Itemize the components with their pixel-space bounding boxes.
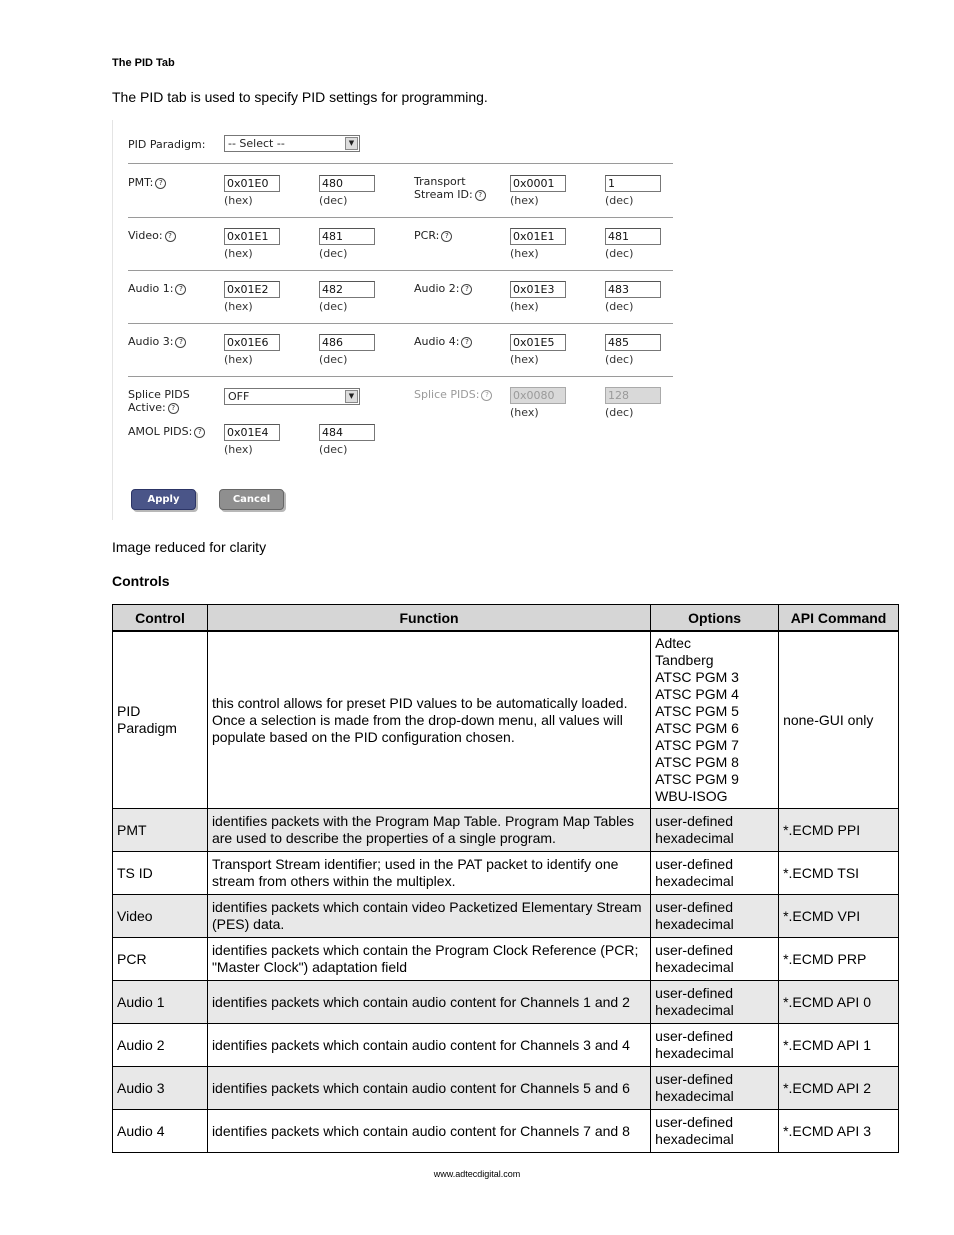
control-cell: Audio 1	[113, 981, 208, 1024]
dec-unit: (dec)	[319, 300, 348, 313]
apply-button[interactable]: Apply	[131, 489, 196, 510]
dec-unit: (dec)	[319, 194, 348, 207]
options-cell	[651, 938, 779, 981]
audio1-hex-input[interactable]: 0x01E2	[224, 281, 280, 298]
help-icon[interactable]: ?	[155, 178, 166, 189]
help-icon[interactable]: ?	[475, 190, 486, 201]
option-item: ATSC PGM 7	[655, 737, 739, 753]
audio3-dec-input[interactable]: 486	[319, 334, 375, 351]
control-cell: PID Paradigm	[113, 631, 208, 809]
option-item: hexadecimal	[655, 1131, 734, 1147]
options-cell	[651, 809, 779, 852]
pmt-dec-input[interactable]: 480	[319, 175, 375, 192]
column-header-options: Options	[651, 605, 779, 632]
hex-unit: (hex)	[224, 443, 253, 456]
dec-unit: (dec)	[605, 406, 634, 419]
audio3-label: Audio 3: ?	[128, 335, 186, 348]
pid-paradigm-label: PID Paradigm:	[128, 138, 206, 151]
audio2-dec-input[interactable]: 483	[605, 281, 661, 298]
audio1-dec-input[interactable]: 482	[319, 281, 375, 298]
control-cell: TS ID	[113, 852, 208, 895]
option-item: user-defined	[655, 813, 733, 829]
option-item: ATSC PGM 8	[655, 754, 739, 770]
video-label: Video: ?	[128, 229, 176, 242]
hex-unit: (hex)	[510, 353, 539, 366]
table-row	[113, 631, 899, 809]
function-cell: identifies packets which contain the Program Clock Reference (PCR; "Master Clock") adaptation field	[207, 938, 650, 981]
option-item: hexadecimal	[655, 959, 734, 975]
options-cell	[651, 1067, 779, 1110]
hex-unit: (hex)	[510, 194, 539, 207]
audio4-dec-input[interactable]: 485	[605, 334, 661, 351]
api-cell: *.ECMD PRP	[779, 938, 899, 981]
splice-active-select[interactable]	[224, 388, 360, 405]
hex-unit: (hex)	[224, 194, 253, 207]
video-hex-input[interactable]: 0x01E1	[224, 228, 280, 245]
intro-text: The PID tab is used to specify PID settings for programming.	[112, 89, 488, 105]
table-row	[113, 1067, 899, 1110]
divider	[128, 270, 673, 271]
function-cell: identifies packets which contain audio content for Channels 5 and 6	[207, 1067, 650, 1110]
amol-label: AMOL PIDS: ?	[128, 425, 205, 438]
control-cell: Audio 4	[113, 1110, 208, 1153]
video-dec-input[interactable]: 481	[319, 228, 375, 245]
hex-unit: (hex)	[510, 300, 539, 313]
amol-dec-input[interactable]: 484	[319, 424, 375, 441]
option-item: Adtec	[655, 635, 691, 651]
footer-url: www.adtecdigital.com	[433, 1169, 521, 1179]
option-item: user-defined	[655, 942, 733, 958]
hex-unit: (hex)	[224, 353, 253, 366]
option-item: user-defined	[655, 985, 733, 1001]
control-cell: PMT	[113, 809, 208, 852]
table-row	[113, 1024, 899, 1067]
option-item: Tandberg	[655, 652, 714, 668]
option-item: user-defined	[655, 899, 733, 915]
pid-paradigm-select[interactable]	[224, 135, 360, 152]
column-header-api-command: API Command	[779, 605, 899, 632]
option-item: hexadecimal	[655, 873, 734, 889]
dec-unit: (dec)	[319, 353, 348, 366]
help-icon: ?	[481, 390, 492, 401]
tsid-label: Transport Stream ID: ?	[414, 175, 486, 201]
dec-unit: (dec)	[319, 443, 348, 456]
audio3-hex-input[interactable]: 0x01E6	[224, 334, 280, 351]
audio2-hex-input[interactable]: 0x01E3	[510, 281, 566, 298]
api-cell: *.ECMD API 1	[779, 1024, 899, 1067]
chevron-down-icon: ▼	[345, 390, 358, 403]
divider	[128, 376, 673, 377]
function-cell: identifies packets which contain audio content for Channels 1 and 2	[207, 981, 650, 1024]
function-cell: identifies packets which contain audio content for Channels 7 and 8	[207, 1110, 650, 1153]
option-item: ATSC PGM 3	[655, 669, 739, 685]
function-cell: this control allows for preset PID values to be automatically loaded. Once a selection is made from the drop-down menu, all values will populate based on the PID configuration chosen.	[207, 631, 650, 809]
hex-unit: (hex)	[224, 300, 253, 313]
help-icon[interactable]: ?	[461, 284, 472, 295]
section-heading: The PID Tab	[112, 57, 175, 69]
options-cell	[651, 1024, 779, 1067]
dec-unit: (dec)	[605, 353, 634, 366]
splice-pids-label: Splice PIDS: ?	[414, 388, 492, 401]
screenshot-edge	[112, 120, 113, 520]
option-item: hexadecimal	[655, 1045, 734, 1061]
splice-pids-dec-input: 128	[605, 387, 661, 404]
function-cell: Transport Stream identifier; used in the PAT packet to identify one stream from others within the multiplex.	[207, 852, 650, 895]
help-icon[interactable]: ?	[461, 337, 472, 348]
options-cell	[651, 852, 779, 895]
hex-unit: (hex)	[510, 247, 539, 260]
option-item: user-defined	[655, 1114, 733, 1130]
splice-active-label: Splice PIDS Active: ?	[128, 388, 190, 414]
control-cell: Audio 2	[113, 1024, 208, 1067]
option-item: ATSC PGM 6	[655, 720, 739, 736]
options-cell	[651, 1110, 779, 1153]
cancel-button[interactable]: Cancel	[219, 489, 284, 510]
option-item: hexadecimal	[655, 1002, 734, 1018]
option-item: user-defined	[655, 1071, 733, 1087]
splice-active-value: OFF	[228, 390, 250, 403]
api-cell: *.ECMD API 0	[779, 981, 899, 1024]
audio2-label: Audio 2: ?	[414, 282, 472, 295]
dec-unit: (dec)	[319, 247, 348, 260]
option-item: hexadecimal	[655, 830, 734, 846]
audio4-hex-input[interactable]: 0x01E5	[510, 334, 566, 351]
column-header-control: Control	[113, 605, 208, 632]
help-icon[interactable]: ?	[175, 284, 186, 295]
option-item: WBU-ISOG	[655, 788, 728, 804]
control-cell: Video	[113, 895, 208, 938]
function-cell: identifies packets which contain audio content for Channels 3 and 4	[207, 1024, 650, 1067]
pcr-hex-input[interactable]: 0x01E1	[510, 228, 566, 245]
pmt-hex-input[interactable]: 0x01E0	[224, 175, 280, 192]
chevron-down-icon: ▼	[345, 137, 358, 150]
tsid-dec-input[interactable]: 1	[605, 175, 661, 192]
api-cell: none-GUI only	[779, 631, 899, 809]
audio1-label: Audio 1: ?	[128, 282, 186, 295]
option-item: ATSC PGM 5	[655, 703, 739, 719]
divider	[128, 163, 673, 164]
divider	[128, 323, 673, 324]
hex-unit: (hex)	[510, 406, 539, 419]
help-icon[interactable]: ?	[175, 337, 186, 348]
table-row	[113, 852, 899, 895]
help-icon[interactable]: ?	[168, 403, 179, 414]
control-cell: Audio 3	[113, 1067, 208, 1110]
function-cell: identifies packets with the Program Map Table. Program Map Tables are used to describe the properties of a single program.	[207, 809, 650, 852]
hex-unit: (hex)	[224, 247, 253, 260]
api-cell: *.ECMD API 2	[779, 1067, 899, 1110]
control-cell: PCR	[113, 938, 208, 981]
dec-unit: (dec)	[605, 194, 634, 207]
pcr-dec-input[interactable]: 481	[605, 228, 661, 245]
api-cell: *.ECMD VPI	[779, 895, 899, 938]
dec-unit: (dec)	[605, 247, 634, 260]
option-item: user-defined	[655, 856, 733, 872]
api-cell: *.ECMD TSI	[779, 852, 899, 895]
pcr-label: PCR: ?	[414, 229, 452, 242]
controls-heading: Controls	[112, 573, 170, 589]
divider	[128, 217, 673, 218]
option-item: user-defined	[655, 1028, 733, 1044]
tsid-hex-input[interactable]: 0x0001	[510, 175, 566, 192]
table-row	[113, 809, 899, 852]
help-icon[interactable]: ?	[194, 427, 205, 438]
table-row	[113, 895, 899, 938]
function-cell: identifies packets which contain video Packetized Elementary Stream (PES) data.	[207, 895, 650, 938]
api-cell: *.ECMD PPI	[779, 809, 899, 852]
option-item: hexadecimal	[655, 916, 734, 932]
column-header-function: Function	[207, 605, 650, 632]
splice-pids-hex-input: 0x0080	[510, 387, 566, 404]
api-cell: *.ECMD API 3	[779, 1110, 899, 1153]
help-icon[interactable]: ?	[441, 231, 452, 242]
options-cell	[651, 631, 779, 809]
pmt-label: PMT: ?	[128, 176, 166, 189]
option-item: ATSC PGM 9	[655, 771, 739, 787]
image-caption: Image reduced for clarity	[112, 539, 267, 555]
pid-tab-screenshot	[112, 120, 712, 520]
options-cell	[651, 981, 779, 1024]
option-item: hexadecimal	[655, 1088, 734, 1104]
table-row	[113, 981, 899, 1024]
help-icon[interactable]: ?	[165, 231, 176, 242]
table-row	[113, 1110, 899, 1153]
amol-hex-input[interactable]: 0x01E4	[224, 424, 280, 441]
table-header-row	[113, 605, 899, 632]
table-row	[113, 938, 899, 981]
pid-paradigm-value: -- Select --	[228, 137, 285, 150]
dec-unit: (dec)	[605, 300, 634, 313]
audio4-label: Audio 4: ?	[414, 335, 472, 348]
option-item: ATSC PGM 4	[655, 686, 739, 702]
controls-table	[112, 604, 899, 1153]
options-cell	[651, 895, 779, 938]
